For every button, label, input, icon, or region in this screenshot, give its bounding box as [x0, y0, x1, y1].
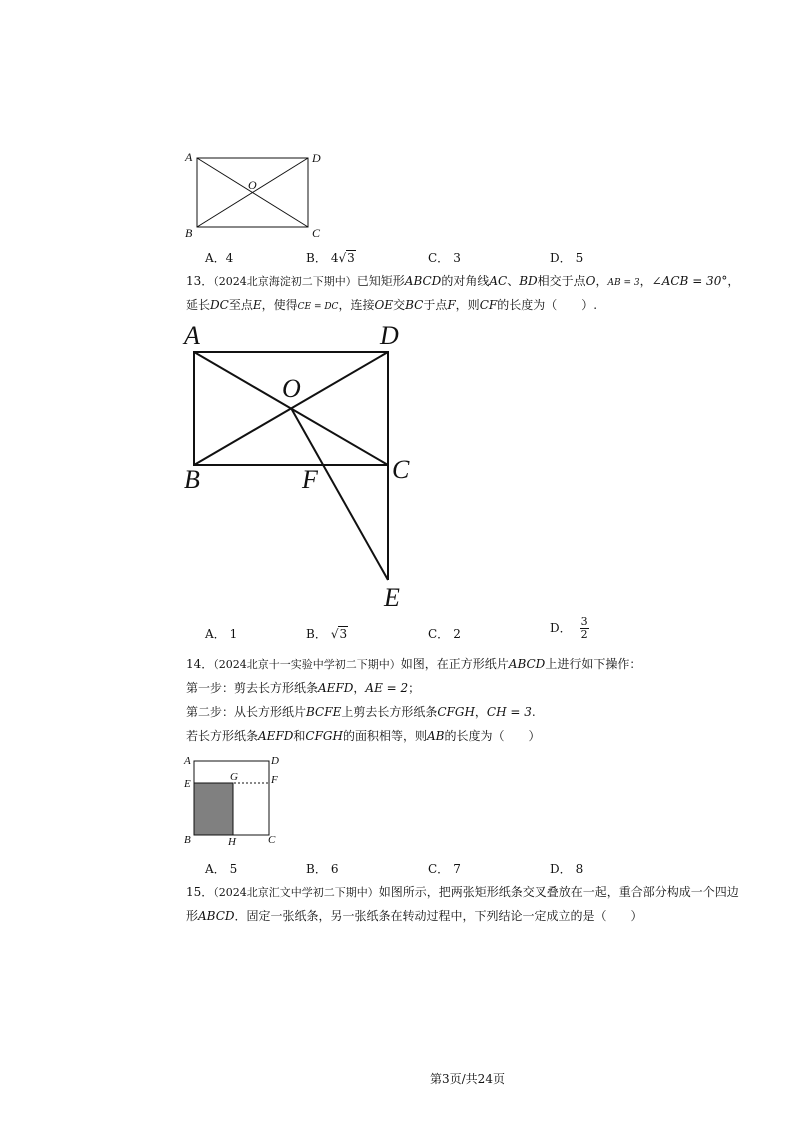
- q13-math: CE = DC: [297, 302, 339, 312]
- q14-option-a-value: 5: [229, 862, 238, 876]
- q12-option-b-letter: B．: [306, 251, 327, 265]
- q14-text: 的面积相等，则: [342, 729, 427, 743]
- q15-text: 形: [186, 909, 199, 923]
- q15-text: ．固定一张纸条，另一张纸条在转动过程中，下列结论一定成立的是（ ）: [234, 909, 643, 923]
- q13-math: CF: [479, 298, 498, 312]
- q13-option-c-value: 2: [453, 627, 461, 641]
- q13-text: 至点: [228, 298, 253, 312]
- q14-text: 和: [293, 729, 306, 743]
- q14-line-2: [186, 681, 420, 695]
- q14-label-a: A: [184, 755, 191, 767]
- q12-option-c-value: 3: [453, 251, 461, 265]
- q14-label-c: C: [268, 834, 276, 846]
- q14-label-b: B: [184, 834, 191, 846]
- q13-math: OE: [374, 298, 394, 312]
- q13-text: ，: [727, 274, 740, 288]
- q15-line-2: [186, 909, 643, 923]
- q14-text: 如图，在正方形纸片: [400, 657, 509, 671]
- q13-label-o: O: [282, 374, 301, 403]
- q13-line-2: [186, 298, 597, 314]
- q14-line-3: [186, 705, 536, 719]
- q13-text: 的长度为（ ）.: [497, 298, 598, 312]
- q13-option-c-letter: C．: [428, 627, 450, 641]
- q14-math: AB: [426, 729, 445, 743]
- q13-math: ∠ACB = 30°: [651, 274, 728, 288]
- q13-text: 相交于点: [537, 274, 586, 288]
- q14-text: 的长度为（ ）: [444, 729, 541, 743]
- q15-text: 如图所示，把两张矩形纸条交叉叠放在一起，重合部分构成一个四边: [378, 885, 739, 899]
- q13-option-d-numerator: 3: [580, 615, 588, 628]
- sqrt-sign: √3: [338, 251, 355, 265]
- q14-math: ABCD: [508, 657, 546, 671]
- q13-line-1: [186, 274, 739, 290]
- q13-label-e: E: [384, 583, 400, 612]
- q13-text: 的对角线: [441, 274, 490, 288]
- q14-text: ，: [353, 681, 366, 695]
- q13-math: BC: [405, 298, 424, 312]
- q14-math: CFGH: [305, 729, 343, 743]
- q14-text: ，: [474, 705, 487, 719]
- q13-option-d-fraction: [580, 616, 589, 641]
- q14-option-b[interactable]: [306, 860, 338, 877]
- q13-option-d[interactable]: [550, 616, 589, 641]
- q13-text: 交: [393, 298, 406, 312]
- q13-option-a-letter: A．: [205, 627, 226, 641]
- q12-option-b-value: 4: [330, 251, 339, 265]
- q14-math: AE = 2: [365, 681, 409, 695]
- q12-label-a: A: [185, 150, 193, 164]
- q14-option-a-letter: A．: [205, 862, 226, 876]
- q14-label-g: G: [230, 771, 238, 783]
- q13-option-c[interactable]: [428, 625, 461, 642]
- q13-text: 、: [507, 274, 520, 288]
- q15-source: （2024北京汇文中学初二下期中）: [213, 886, 379, 899]
- q12-option-d-value: 5: [575, 251, 584, 265]
- q13-text: ，: [639, 274, 652, 288]
- q14-text: 上剪去长方形纸条: [341, 705, 438, 719]
- q12-label-d: D: [312, 151, 321, 165]
- q13-label-f: F: [302, 465, 318, 494]
- q14-text: 第一步：剪去长方形纸条: [186, 681, 319, 695]
- q12-label-b: B: [185, 226, 193, 240]
- q14-line-4: [186, 729, 540, 743]
- q14-math: CH = 3: [486, 705, 532, 719]
- sqrt-sign: √3: [330, 627, 348, 641]
- q14-text: ；: [408, 681, 421, 695]
- q14-math: AEFD: [318, 681, 354, 695]
- q14-option-d-value: 8: [575, 862, 584, 876]
- q12-option-a-value: 4: [225, 251, 234, 265]
- q13-option-b[interactable]: [306, 625, 348, 642]
- q14-source: （2024北京十一实验中学初二下期中）: [213, 658, 401, 671]
- q13-option-d-denominator: 2: [580, 628, 588, 641]
- q13-text: ，使得: [261, 298, 298, 312]
- q14-option-a[interactable]: [205, 860, 237, 877]
- q12-label-o: O: [248, 178, 257, 192]
- q12-option-a[interactable]: [205, 249, 233, 266]
- q14-label-e: E: [184, 778, 191, 790]
- q14-option-c-letter: C．: [428, 862, 450, 876]
- q13-option-d-letter: D．: [550, 621, 572, 635]
- q12-figure: [180, 148, 330, 240]
- q13-text: ，连接: [338, 298, 375, 312]
- q15-math: ABCD: [198, 909, 235, 923]
- q14-option-b-value: 6: [330, 862, 339, 876]
- q14-option-b-letter: B．: [306, 862, 327, 876]
- page-number: 第3页/共24页: [430, 1072, 505, 1086]
- q14-option-c[interactable]: [428, 860, 461, 877]
- q13-figure: [180, 318, 420, 614]
- q13-option-b-letter: B．: [306, 627, 327, 641]
- q13-option-b-radicand: 3: [339, 627, 348, 641]
- q12-label-c: C: [312, 226, 321, 240]
- q14-math: AEFD: [258, 729, 294, 743]
- q13-label-a: A: [184, 321, 200, 350]
- q13-text: 已知矩形: [356, 274, 405, 288]
- q13-option-a-value: 1: [229, 627, 238, 641]
- q15-line-1: [186, 885, 739, 900]
- q14-label-f: F: [271, 774, 278, 786]
- q14-option-d[interactable]: [550, 860, 583, 877]
- q14-number: 14．: [186, 657, 214, 671]
- q13-option-a[interactable]: [205, 625, 237, 642]
- q14-label-h: H: [228, 836, 236, 848]
- q12-option-c[interactable]: [428, 249, 461, 266]
- q13-math: ABCD: [404, 274, 442, 288]
- q13-text: ，: [595, 274, 608, 288]
- q12-option-b[interactable]: [306, 249, 356, 266]
- q13-label-c: C: [392, 455, 410, 484]
- q12-option-a-letter: A．: [205, 251, 226, 265]
- q13-math: AC: [489, 274, 508, 288]
- q13-source: （2024北京海淀初二下期中）: [213, 275, 357, 288]
- q13-math: E: [252, 298, 262, 312]
- q13-math: O: [585, 274, 596, 288]
- q13-label-d: D: [380, 321, 399, 350]
- q14-text: 上进行如下操作：: [545, 657, 642, 671]
- q13-math: AB = 3: [607, 278, 640, 288]
- q13-math: BD: [519, 274, 538, 288]
- q14-line-1: [186, 657, 641, 672]
- q13-text: ，则: [455, 298, 480, 312]
- q14-option-c-value: 7: [453, 862, 461, 876]
- q12-option-d[interactable]: [550, 249, 583, 266]
- q14-option-d-letter: D．: [550, 862, 572, 876]
- q13-math: F: [447, 298, 456, 312]
- q12-option-c-letter: C．: [428, 251, 450, 265]
- q15-number: 15．: [186, 885, 214, 899]
- q14-figure: [180, 752, 290, 848]
- q14-text: 若长方形纸条: [186, 729, 259, 743]
- q13-number: 13．: [186, 274, 214, 288]
- q12-option-d-letter: D．: [550, 251, 572, 265]
- q14-label-d: D: [271, 755, 279, 767]
- q14-math: BCFE: [306, 705, 342, 719]
- q14-text: 第二步：从长方形纸片: [186, 705, 307, 719]
- q14-text: .: [531, 705, 536, 719]
- q14-math: CFGH: [437, 705, 475, 719]
- q13-text: 于点: [423, 298, 448, 312]
- q13-math: DC: [210, 298, 229, 312]
- q13-label-b: B: [184, 465, 200, 494]
- q13-text: 延长: [186, 298, 211, 312]
- q12-option-b-radicand: 3: [347, 251, 355, 265]
